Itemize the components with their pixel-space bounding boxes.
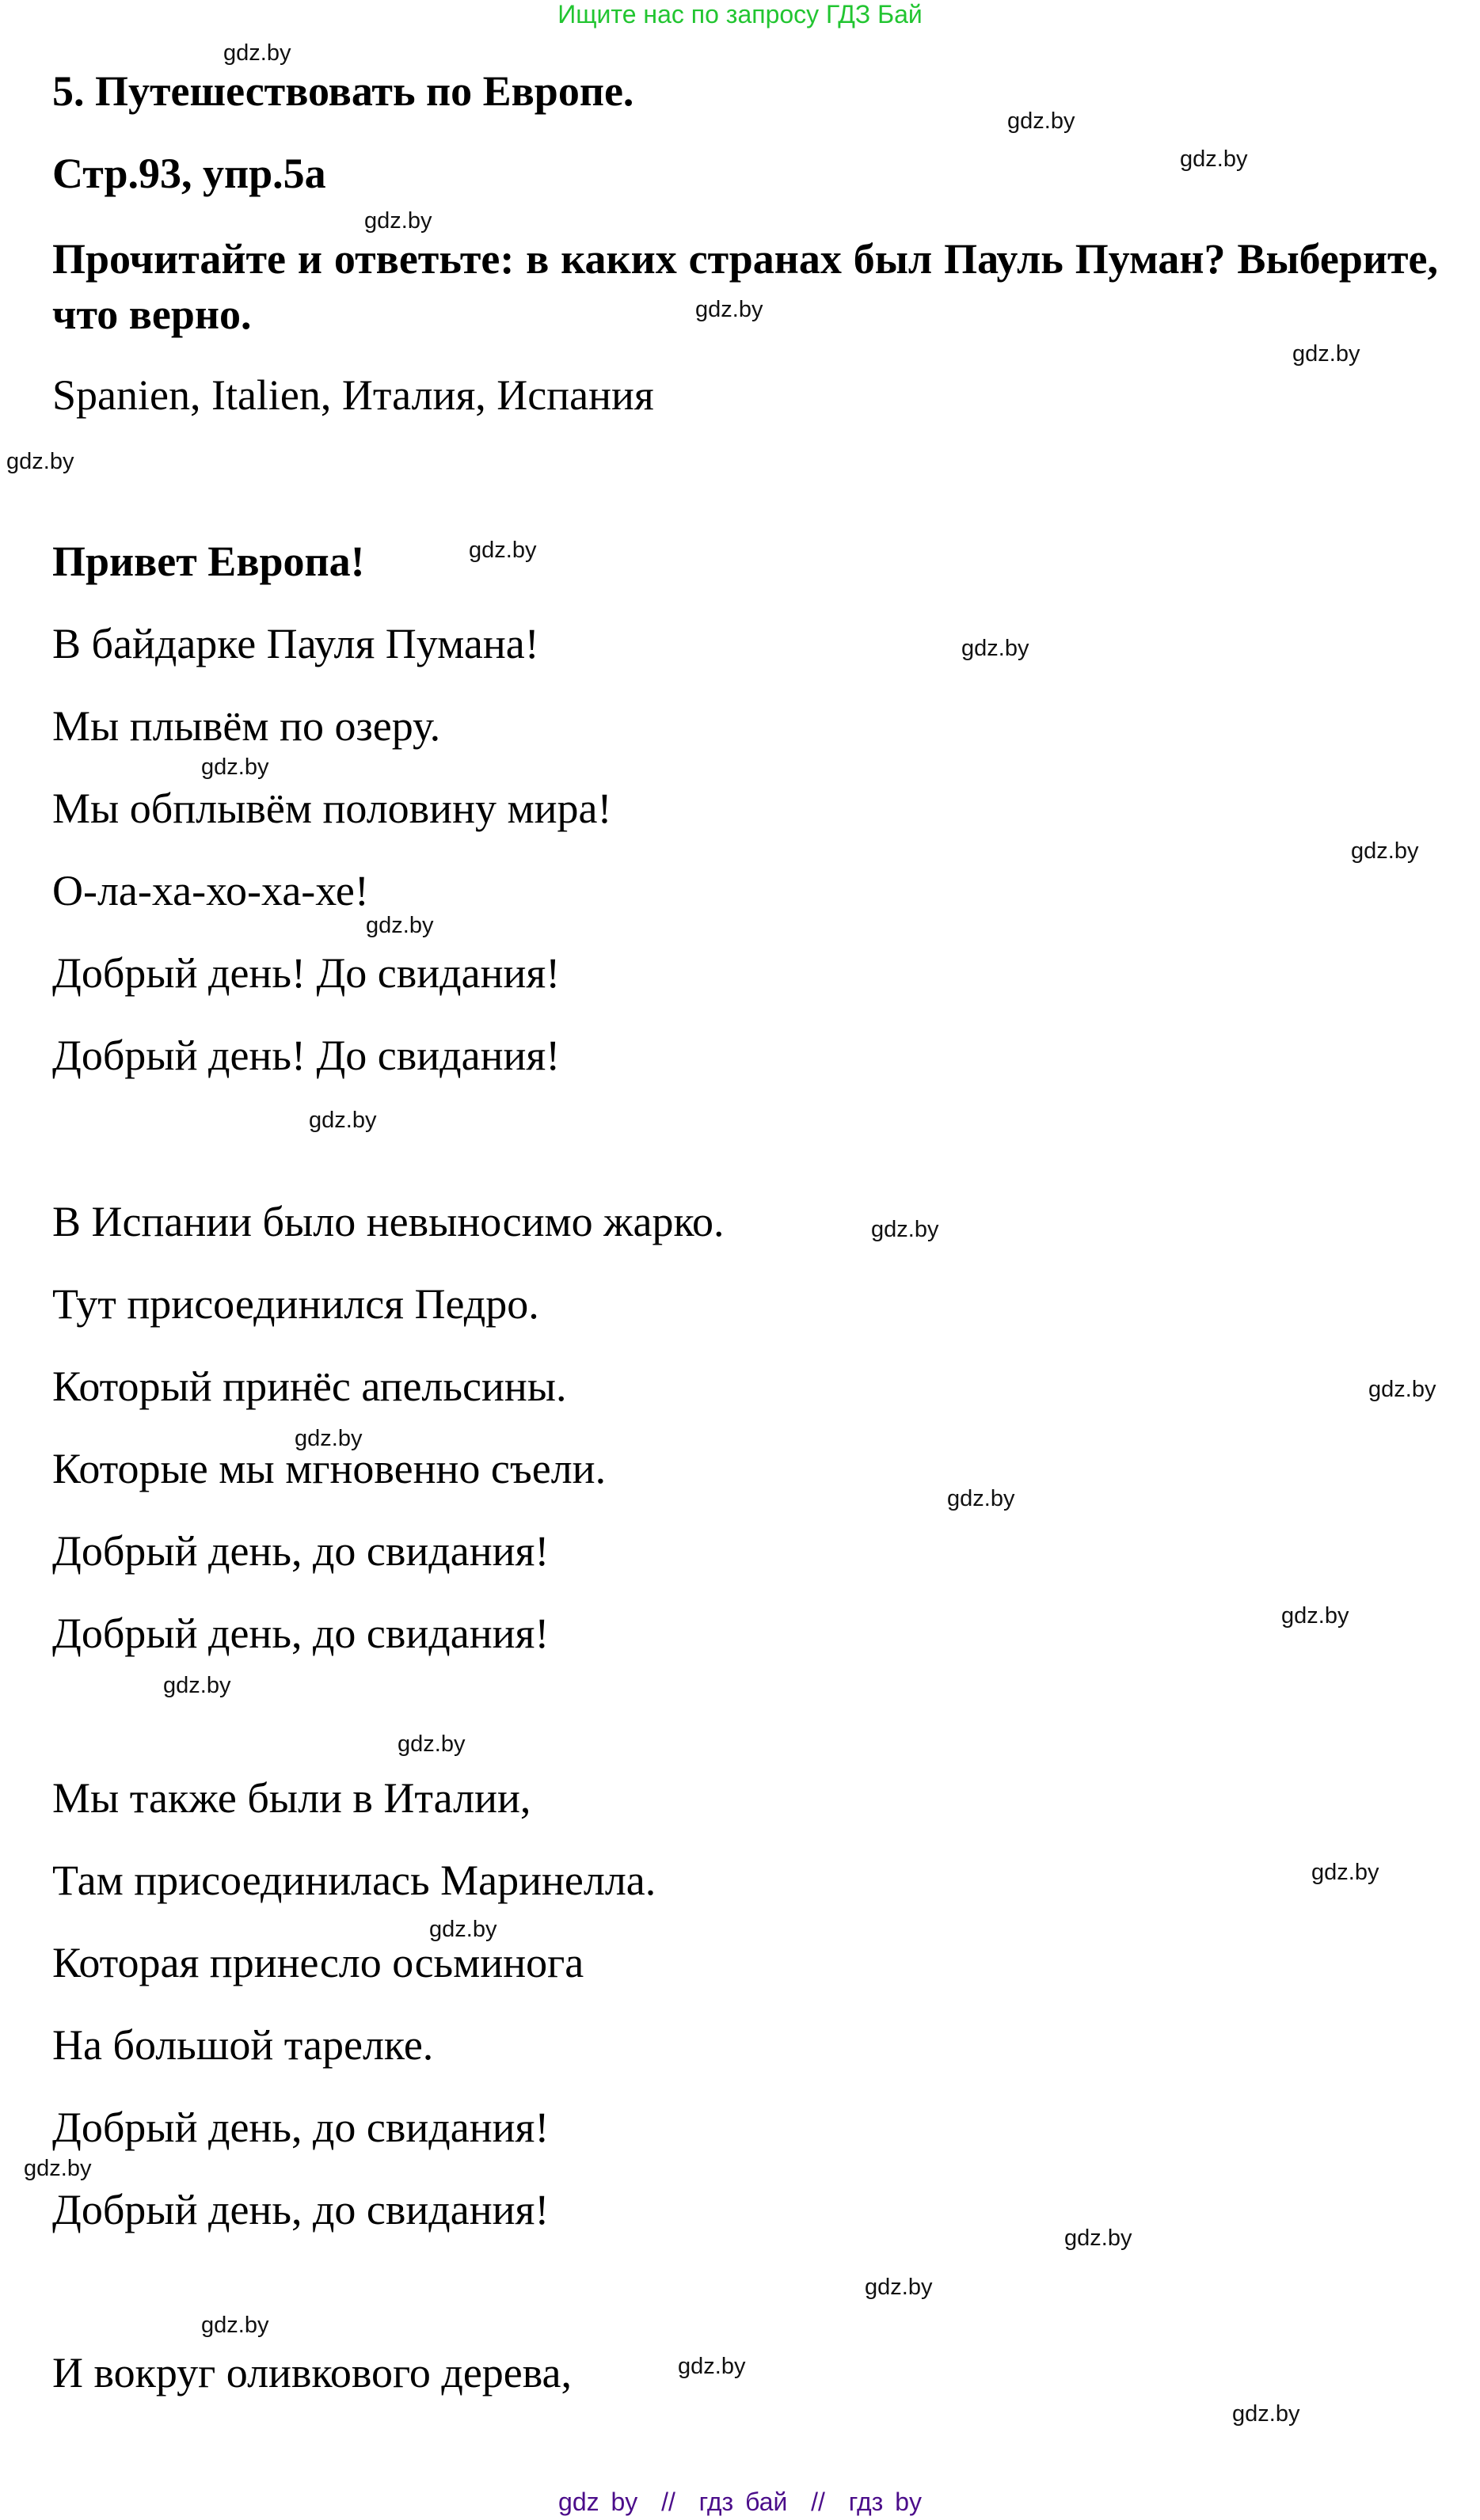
watermark: gdz.by (1292, 341, 1360, 367)
watermark: gdz.by (871, 1217, 939, 1242)
watermark: gdz.by (469, 538, 537, 563)
poem-line: Добрый день! До свидания! (52, 949, 561, 997)
poem-line: О-ла-ха-хо-ха-хе! (52, 867, 369, 914)
watermark: gdz.by (163, 1673, 231, 1698)
watermark: gdz.by (364, 208, 432, 234)
watermark: gdz.by (678, 2354, 746, 2379)
poem-line: Мы обплывём половину мира! (52, 785, 612, 832)
poem-line: В байдарке Пауля Пумана! (52, 620, 539, 667)
watermark: gdz.by (1281, 1603, 1349, 1629)
watermark: gdz.by (1368, 1377, 1436, 1402)
watermark: gdz.by (309, 1108, 377, 1133)
watermark: gdz.by (6, 449, 74, 474)
watermark: gdz.by (366, 913, 434, 938)
watermark: gdz.by (1351, 838, 1419, 864)
watermark: gdz.by (961, 636, 1029, 661)
watermark: gdz.by (24, 2156, 92, 2181)
watermark: gdz.by (429, 1917, 497, 1942)
watermark: gdz.by (947, 1486, 1015, 1511)
poem-line: Которые мы мгновенно съели. (52, 1445, 607, 1492)
section-title: 5. Путешествовать по Европе. (52, 67, 634, 115)
poem-line: Добрый день, до свидания! (52, 2104, 550, 2151)
watermark: gdz.by (1232, 2401, 1300, 2427)
poem-line: Добрый день, до свидания! (52, 1610, 550, 1657)
watermark: gdz.by (1064, 2225, 1132, 2251)
footer-links[interactable]: gdz by // гдз бай // гдз by (558, 2488, 922, 2516)
poem-line: Добрый день, до свидания! (52, 2186, 550, 2233)
poem-line: Мы плывём по озеру. (52, 702, 441, 750)
poem-line: В Испании было невыносимо жарко. (52, 1198, 725, 1245)
poem-line: Мы также были в Италии, (52, 1774, 531, 1822)
watermark: gdz.by (1007, 108, 1075, 134)
watermark: gdz.by (295, 1426, 363, 1451)
poem-line: Добрый день! До свидания! (52, 1032, 561, 1079)
watermark: gdz.by (201, 2313, 269, 2338)
exercise-reference: Стр.93, упр.5а (52, 150, 326, 197)
poem-line: На большой тарелке. (52, 2021, 434, 2069)
watermark: gdz.by (865, 2275, 933, 2300)
watermark: gdz.by (1180, 146, 1248, 172)
poem-line: Тут присоединился Педро. (52, 1280, 539, 1328)
poem-line: Которая принесло осьминога (52, 1939, 584, 1986)
poem-title: Привет Европа! (52, 538, 365, 585)
search-banner: Ищите нас по запросу ГДЗ Бай (557, 0, 923, 29)
poem-line: И вокруг оливкового дерева, (52, 2349, 573, 2396)
exercise-question: Прочитайте и ответьте: в каких странах был Пауль Пуман? Выберите, что верно. (52, 235, 1438, 338)
watermark: gdz.by (695, 297, 763, 322)
watermark: gdz.by (398, 1731, 466, 1757)
poem-line: Добрый день, до свидания! (52, 1527, 550, 1575)
poem-line: Там присоединилась Маринелла. (52, 1857, 656, 1904)
answer-text: Spanien, Italien, Италия, Испания (52, 371, 654, 419)
watermark: gdz.by (1311, 1860, 1379, 1885)
poem-line: Который принёс апельсины. (52, 1363, 567, 1410)
watermark: gdz.by (223, 40, 291, 66)
watermark: gdz.by (201, 754, 269, 780)
